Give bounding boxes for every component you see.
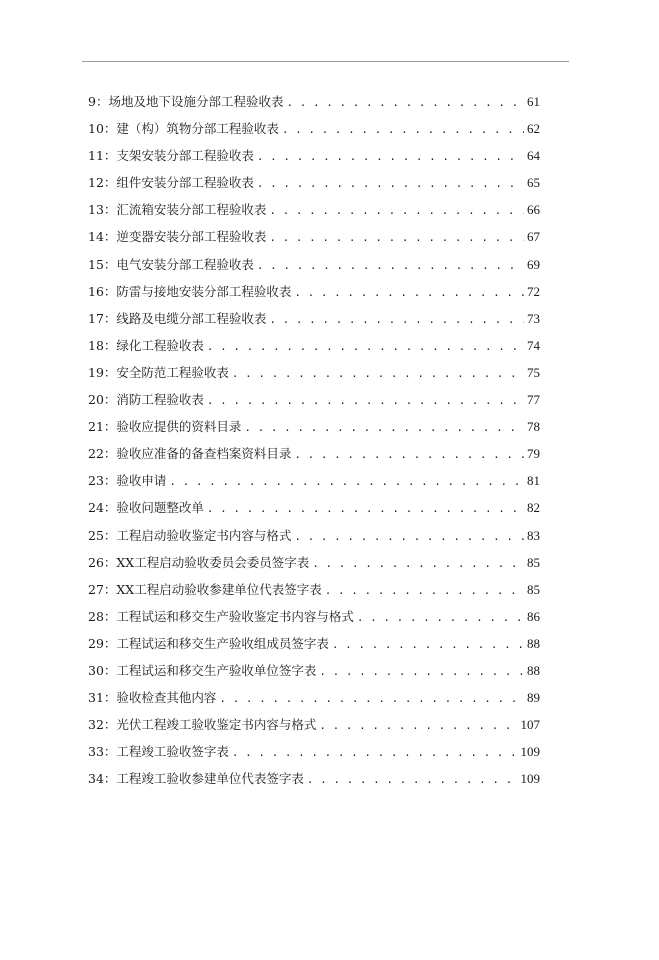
toc-entry-page: 81 [527,473,540,489]
toc-entry-page: 88 [527,635,540,651]
toc-dot-leader [169,468,524,495]
toc-entry-title: 14：逆变器安装分部工程验收表 [88,229,267,245]
toc-entry-page: 67 [527,229,540,245]
toc-entry-11[interactable] [88,142,540,169]
toc-entry-10[interactable] [88,115,540,142]
toc-entry-page: 78 [527,419,540,435]
toc-entry-title: 30：工程试运和移交生产验收单位签字表 [88,662,317,678]
toc-dot-leader [332,631,524,658]
toc-dot-leader [325,577,524,604]
toc-entry-title: 27：XX工程启动验收参建单位代表签字表 [88,581,322,597]
toc-dot-leader [232,739,518,766]
toc-entry-15[interactable] [88,251,540,278]
toc-dot-leader [257,252,524,279]
toc-dot-leader [257,170,524,197]
toc-entry-30[interactable] [88,657,540,684]
toc-entry-page: 74 [527,337,540,353]
toc-dot-leader [269,306,524,333]
toc-entry-28[interactable] [88,603,540,630]
toc-entry-23[interactable] [88,467,540,494]
toc-entry-26[interactable] [88,549,540,576]
toc-entry-9[interactable] [88,88,540,115]
toc-dot-leader [269,224,524,251]
toc-entry-page: 64 [527,148,540,164]
toc-entry-title: 20：消防工程验收表 [88,392,204,408]
toc-entry-page: 72 [527,283,540,299]
toc-dot-leader [319,658,524,685]
toc-entry-title: 19：安全防范工程验收表 [88,364,229,380]
toc-entry-page: 109 [520,771,540,787]
header-rule [82,61,569,62]
toc-entry-page: 79 [527,446,540,462]
toc-entry-page: 75 [527,364,540,380]
toc-entry-page: 77 [527,392,540,408]
table-of-contents [88,88,540,792]
toc-entry-title: 34：工程竣工验收参建单位代表签字表 [88,771,304,787]
toc-entry-page: 65 [527,175,540,191]
toc-dot-leader [219,685,524,712]
toc-dot-leader [257,143,524,170]
toc-dot-leader [357,604,524,631]
toc-entry-title: 28：工程试运和移交生产验收鉴定书内容与格式 [88,608,354,624]
toc-entry-page: 109 [520,744,540,760]
toc-dot-leader [269,197,524,224]
toc-entry-page: 86 [527,608,540,624]
toc-entry-title: 11：支架安装分部工程验收表 [88,148,254,164]
toc-dot-leader [207,333,524,360]
toc-entry-title: 33：工程竣工验收签字表 [88,744,229,760]
toc-entry-page: 69 [527,256,540,272]
toc-dot-leader [294,279,524,306]
toc-dot-leader [294,441,524,468]
toc-dot-leader [207,495,524,522]
toc-entry-title: 25：工程启动验收鉴定书内容与格式 [88,527,292,543]
toc-entry-page: 62 [527,121,540,137]
toc-entry-title: 23：验收申请 [88,473,167,489]
toc-entry-32[interactable] [88,711,540,738]
toc-entry-29[interactable] [88,630,540,657]
toc-entry-title: 12：组件安装分部工程验收表 [88,175,254,191]
toc-entry-page: 82 [527,500,540,516]
toc-entry-page: 107 [520,717,540,733]
toc-entry-19[interactable] [88,359,540,386]
toc-entry-14[interactable] [88,223,540,250]
toc-entry-title: 9：场地及地下设施分部工程验收表 [88,94,284,109]
toc-entry-title: 16：防雷与接地安装分部工程验收表 [88,283,292,299]
toc-entry-page: 73 [527,310,540,326]
toc-entry-page: 85 [527,581,540,597]
toc-entry-page: 66 [527,202,540,218]
toc-entry-page: 89 [527,690,540,706]
toc-entry-22[interactable] [88,440,540,467]
toc-entry-20[interactable] [88,386,540,413]
toc-dot-leader [232,360,524,387]
toc-entry-25[interactable] [88,522,540,549]
toc-entry-17[interactable] [88,305,540,332]
toc-entry-16[interactable] [88,278,540,305]
toc-dot-leader [207,387,524,414]
toc-entry-title: 10：建（构）筑物分部工程验收表 [88,121,279,137]
toc-entry-page: 85 [527,554,540,570]
toc-dot-leader [307,766,518,793]
toc-entry-21[interactable] [88,413,540,440]
toc-entry-18[interactable] [88,332,540,359]
toc-entry-page: 61 [527,94,540,109]
toc-dot-leader [294,523,524,550]
toc-dot-leader [286,89,524,116]
toc-entry-33[interactable] [88,738,540,765]
toc-entry-13[interactable] [88,196,540,223]
toc-entry-page: 83 [527,527,540,543]
toc-entry-title: 15：电气安装分部工程验收表 [88,256,254,272]
toc-entry-title: 21：验收应提供的资料目录 [88,419,242,435]
toc-entry-title: 17：线路及电缆分部工程验收表 [88,310,267,326]
toc-entry-title: 24：验收问题整改单 [88,500,204,516]
toc-entry-title: 26：XX工程启动验收委员会委员签字表 [88,554,310,570]
toc-entry-title: 13：汇流箱安装分部工程验收表 [88,202,267,218]
toc-entry-title: 22：验收应准备的备查档案资料目录 [88,446,292,462]
toc-entry-31[interactable] [88,684,540,711]
toc-dot-leader [312,550,524,577]
toc-entry-24[interactable] [88,494,540,521]
toc-dot-leader [282,116,524,143]
toc-entry-34[interactable] [88,765,540,792]
toc-dot-leader [244,414,524,441]
toc-entry-12[interactable] [88,169,540,196]
toc-entry-title: 18：绿化工程验收表 [88,337,204,353]
toc-entry-title: 32：光伏工程竣工验收鉴定书内容与格式 [88,717,317,733]
toc-entry-title: 29：工程试运和移交生产验收组成员签字表 [88,635,329,651]
toc-entry-page: 88 [527,662,540,678]
toc-dot-leader [319,712,517,739]
toc-entry-title: 31：验收检查其他内容 [88,690,217,706]
toc-entry-27[interactable] [88,576,540,603]
